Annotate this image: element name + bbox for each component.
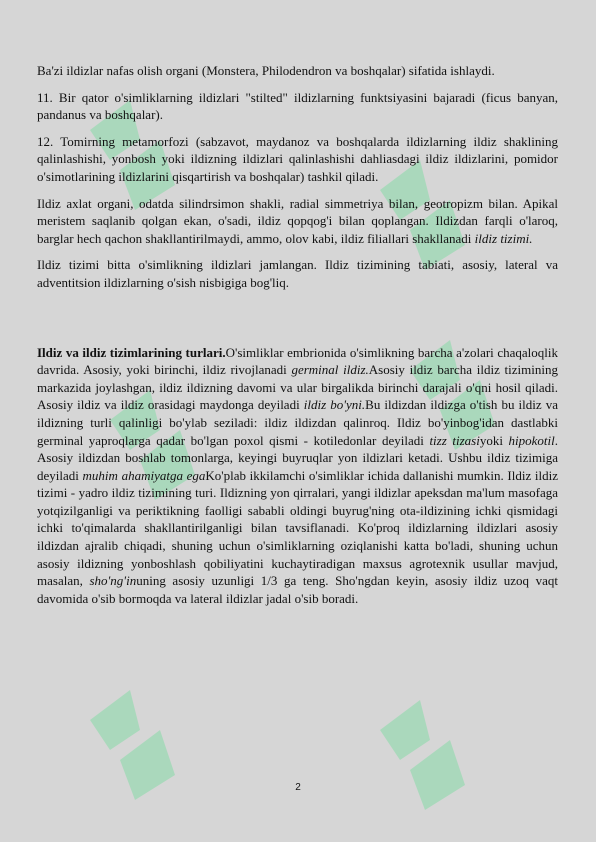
paragraph-root-organ: Ildiz axlat organi, odatda silindrsimon shakli, radial simmetriya bilan, geotropizm bilan. Apikal meristem saqlanib qolgan ekan, o'sadi, ildiz qopqog'i bilan qoplangan. Ildizdan farqli o'laroq, barglar hech qachon shakllantirilmaydi, ammo, olov kabi, ildiz filiallari shakllanadi ildiz tizimi. bbox=[37, 195, 558, 246]
paragraph-root-system: Ildiz tizimi bitta o'simlikning ildizlari jamlangan. Ildiz tizimining tabiati, asosiy, lateral va adventitsion ildizlarning o'sish nisbigiga bog'liq. bbox=[37, 257, 558, 290]
term-root-system: ildiz tizimi. bbox=[474, 230, 533, 246]
watermark-logo bbox=[370, 690, 490, 820]
paragraph-root-types: Ildiz va ildiz tizimlarining turlari.O'simliklar embrionida o'simlikning barcha a'zolari chaqaloqlik davrida. Asosiy, yoki birinchi, ildiz rivojlanadi germinal ildiz.Asosiy ildiz barcha ildiz tizimining markazida joylashgan, ildiz ildizning davomi va ular birgalikda birinchi darajali o'qni hosil qiladi. Asosiy ildiz va ildiz orasidagi maydonga deyiladi ildiz bo'yni.Bu ildizdan ildizga o'tish bu ildiz va ildizning turli qalinligi bo'ylab seziladi: ildiz ildizdan qalinroq. Ildiz bo'yinbog'idan dastlabki germinal yaproqlarga qadar bo'lgan poxol qismi - kotiledonlar deyiladi tizz tizasiyoki hipokotil. Asosiy ildizdan boshlab tomonlarga, keyingi buyruqlar yon ildizlari ketadi. Ushbu ildiz tizimiga deyiladi muhim ahamiyatga egaKo'plab ikkilamchi o'simliklar ichida dallanishi mumkin. Ildiz ildiz tizimi - yadro ildiz tizimining turi. Ildizning yon qirralari, yangi ildizlar apeksdan ma'lum masofaga yotqizilganligi va periktikning faolligi sababli oldingi buyrug'ning ota-ildizining ichki qismidagi ichki to'qimalarda shakllantirilganligi bilan tavsiflanadi. Ko'proq ildizlarning ildizlari asosiy ildizdan ajralib chiqadi, shuning uchun o'simliklarning oziqlanishi katta bo'ladi, shuning uchun asosiy ildizning yonboshlash qobiliyatini kuchaytiradigan maxsus agrotexnik usullar mavjud, masalan, sho'ng'inuning asosiy uzunligi 1/3 ga teng. Sho'ngdan keyin, asosiy ildiz uzoq vaqt davomida o'sib bormoqda va lateral ildizlar jadal o'sib boradi. bbox=[37, 344, 558, 606]
term-knee: tizz tizasi bbox=[429, 432, 480, 448]
paragraph-stilted-roots: 11. Bir qator o'simliklarning ildizlari "stilted" ildizlarning funktsiyasini bajaradi (ficus banyan, pandanus va boshqalar). bbox=[37, 89, 558, 123]
term-diving: sho'ng'in bbox=[89, 573, 137, 589]
document-body bbox=[37, 62, 558, 607]
term-hypocotyl: hipokotil bbox=[508, 432, 555, 448]
section-gap bbox=[37, 292, 558, 344]
paragraph-respiratory-roots: Ba'zi ildizlar nafas olish organi (Monstera, Philodendron va boshqalar) sifatida ishlaydi. bbox=[37, 63, 495, 78]
paragraph-root-metamorphosis: 12. Tomirning metamorfozi (sabzavot, maydanoz va boshqalarda ildizlarning ildiz shaklining qalinlashishi, yonbosh yoki ildizning ildizlari qalinlashishi dahliasdagi ildiz ildizlarini, pomidor o'simotlarining ildizlarini qisqartirish va boshqalar) tashkil qiladi. bbox=[37, 133, 558, 184]
page-number: 2 bbox=[295, 782, 301, 793]
term-germinal-root: germinal ildiz. bbox=[291, 362, 369, 378]
section-heading: Ildiz va ildiz tizimlarining turlari. bbox=[37, 344, 226, 360]
term-root-neck: ildiz bo'yni. bbox=[303, 397, 366, 413]
term-important: muhim ahamiyatga ega bbox=[82, 467, 206, 483]
